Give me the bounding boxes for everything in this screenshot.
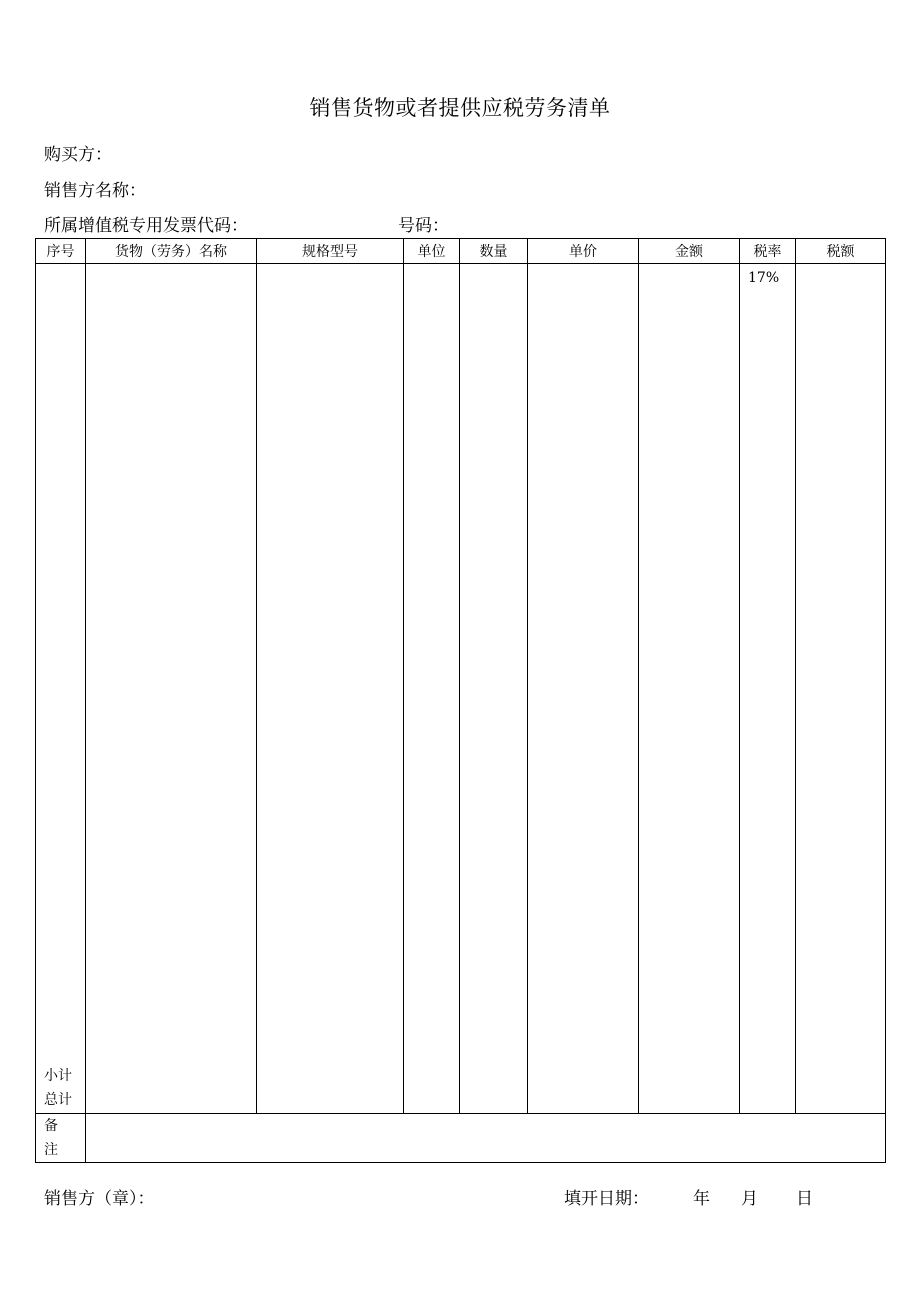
header-tax-amount: 税额 <box>796 239 886 264</box>
header-unit: 单位 <box>404 239 460 264</box>
buyer-label: 购买方： <box>44 145 112 165</box>
subtotal-label: 小计 <box>44 1068 72 1084</box>
unit-price-cell <box>528 264 639 1114</box>
quantity-cell <box>460 264 528 1114</box>
total-label: 总计 <box>44 1092 72 1108</box>
header-unit-price: 单价 <box>528 239 639 264</box>
header-goods-name: 货物（劳务）名称 <box>86 239 257 264</box>
goods-list-table <box>35 238 886 1163</box>
header-spec-model: 规格型号 <box>257 239 404 264</box>
table-body-row <box>36 264 886 1114</box>
invoice-code-label: 所属增值税专用发票代码： <box>44 216 248 236</box>
month-label: 月 <box>741 1189 758 1209</box>
header-quantity: 数量 <box>460 239 528 264</box>
seller-seal-label: 销售方（章）： <box>44 1189 155 1209</box>
remark-content-cell <box>86 1114 886 1163</box>
document-title: 销售货物或者提供应税劳务清单 <box>309 96 611 120</box>
tax-rate-cell: 17% <box>740 264 796 1114</box>
seq-cell <box>36 264 86 1114</box>
tax-amount-cell <box>796 264 886 1114</box>
unit-cell <box>404 264 460 1114</box>
amount-cell <box>639 264 740 1114</box>
seller-name-label: 销售方名称： <box>44 181 146 201</box>
remark-label-line2: 注 <box>44 1142 58 1158</box>
year-label: 年 <box>693 1189 710 1209</box>
header-seq: 序号 <box>36 239 86 264</box>
header-amount: 金额 <box>639 239 740 264</box>
header-tax-rate: 税率 <box>740 239 796 264</box>
goods-name-cell <box>86 264 257 1114</box>
spec-model-cell <box>257 264 404 1114</box>
remark-label <box>36 1114 86 1163</box>
day-label: 日 <box>796 1189 813 1209</box>
remark-label-line1: 备 <box>44 1118 58 1134</box>
remark-row <box>36 1114 886 1163</box>
invoice-number-label: 号码： <box>398 216 449 236</box>
fill-date-label: 填开日期： <box>564 1189 649 1209</box>
table-header-row <box>36 239 886 264</box>
